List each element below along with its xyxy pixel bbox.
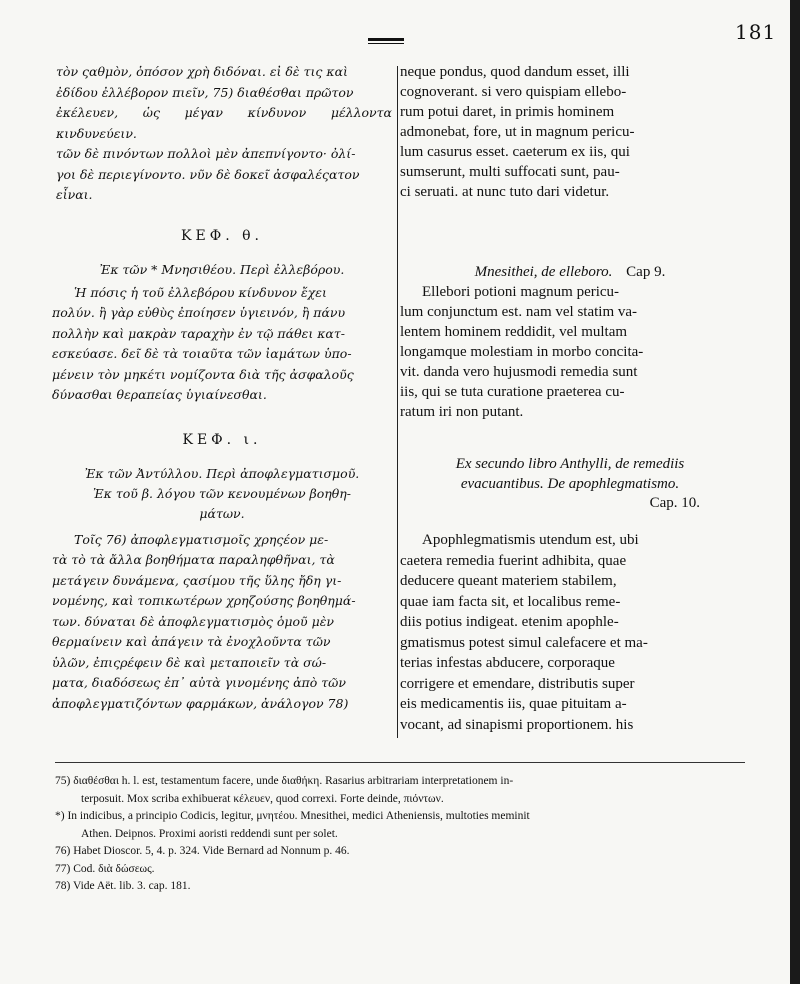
header-ornament-rule-thin xyxy=(368,43,404,44)
text-line: Ellebori potioni magnum pericu- xyxy=(422,284,620,300)
chapter-title-9-latin xyxy=(400,262,740,282)
title-line: Ἐκ τῶν Ἀντύλλου. Περὶ ἀποφλεγματισμοῦ. xyxy=(84,465,360,481)
chapter-number: Cap. 10. xyxy=(649,495,700,511)
header-ornament-rule xyxy=(368,38,404,41)
text-line: Apophlegmatismis utendum est, ubi xyxy=(422,532,639,548)
footnote-line: *) In indicibus, a principio Codicis, legitur, μνητέου. Mnesithei, medici Atheniensis, multoties meminit xyxy=(55,810,530,822)
text-line: τὰ τὸ τὰ ἄλλα βοηθήματα παραληφθῆναι, τὰ xyxy=(52,552,335,567)
text-line: lum casurus esset. caeterum ex iis, qui xyxy=(400,144,630,160)
chapter-heading-10: ΚΕΦ. ι. xyxy=(182,431,262,448)
text-line: ματα, διαδόσεως ἐπ᾽ αὐτὰ γινομένης ἀπὸ τῶν xyxy=(52,675,346,690)
column-divider xyxy=(397,66,398,738)
text-line: eis medicamentis iis, quae pituitam a- xyxy=(400,696,627,712)
greek-column xyxy=(52,62,392,714)
text-line: πολλὴν καὶ μακρὰν ταραχὴν ἐν τῷ πάθει κατ- xyxy=(52,325,345,341)
text-line: vit. danda vero hujusmodi remedia sunt xyxy=(400,364,638,380)
text-line: θερμαίνειν καὶ ἀπάγειν τὰ ἐνοχλοῦντα τῶν xyxy=(52,634,331,649)
text-line: πολύν. ἢ γὰρ εὐθὺς ἐποίησεν ὑγιεινόν, ἢ πάνυ xyxy=(52,305,346,320)
text-line: terias infestas abducere, corporaque xyxy=(400,655,615,671)
footnotes xyxy=(55,773,745,896)
footnote-line: Athen. Deipnos. Proximi aoristi reddendi sunt per solet. xyxy=(81,827,338,840)
chapter-number: Cap 9. xyxy=(626,264,666,280)
footnote-line: 77) Cod. διὰ δώσεως. xyxy=(55,862,155,875)
text-line: cognoverant. si vero quispiam ellebo- xyxy=(400,84,627,100)
text-line: τῶν δὲ πινόντων πολλοὶ μὲν ἀπεπνίγοντο· ὀλί- xyxy=(56,146,356,161)
text-line: εσκεύασε. δεῖ δὲ τὰ τοιαῦτα τῶν ἰαμάτων ὑπο- xyxy=(52,346,352,361)
chapter-title-text: Ex secundo libro Anthylli, de remediis xyxy=(455,456,685,472)
text-line: νομένης, καὶ τοπικωτέρων χρηζούσης βοηθημά- xyxy=(52,593,356,608)
text-line: lum conjunctum est. nam vel statim va- xyxy=(400,304,638,320)
text-line: iis, qui se tuta curatione praeterea cu- xyxy=(400,384,625,400)
title-line: Ἐκ τοῦ β. λόγου τῶν κενουμένων βοηθη- xyxy=(92,485,352,501)
footnote-line: terposuit. Mox scriba exhibuerat κέλευεν, quod correxi. Forte deinde, πιόντων. xyxy=(81,792,444,805)
text-line: vocant, ad sinapismi proportionem. his xyxy=(400,716,634,733)
chapter-title-text: Mnesithei, de elleboro. xyxy=(474,264,613,280)
text-line: quae iam facta sit, et localibus reme- xyxy=(400,593,621,610)
text-line: δύνασθαι θεραπείας ὑγιαίνεσθαι. xyxy=(52,387,267,402)
text-line: ci seruati. at nunc tuto dari videtur. xyxy=(400,184,610,200)
footnote-line: 75) διαθέσθαι h. l. est, testamentum facere, unde διαθήκη. Rasarius arbitrariam interpretationem in- xyxy=(55,775,514,787)
latin-column xyxy=(400,62,740,735)
text-line: ἐδίδου ἐλλέβορον πιεῖν, 75) διαθέσθαι πρῶτον xyxy=(56,84,354,100)
text-line: gmatismus potest simul calefacere et ma- xyxy=(400,634,648,651)
text-line: longamque molestiam in morbo concita- xyxy=(400,344,644,360)
greek-paragraph-1 xyxy=(56,62,392,206)
text-line: corrigere et emendare, distributis super xyxy=(400,675,635,692)
text-line: sumserunt, multi suffocati sunt, pau- xyxy=(400,164,620,180)
text-line: ἀποφλεγματιζόντων φαρμάκων, ἀνάλογον 78) xyxy=(52,695,349,711)
footnote-line: 76) Habet Dioscor. 5, 4. p. 324. Vide Bernard ad Nonnum p. 46. xyxy=(55,845,350,857)
footnote-line: 78) Vide Aët. lib. 3. cap. 181. xyxy=(55,880,191,892)
text-line: γοι δὲ περιεγίνοντο. νῦν δὲ δοκεῖ ἀσφαλέςατον xyxy=(56,166,360,182)
text-line: τὸν ςαθμὸν, ὁπόσον χρὴ διδόναι. εἰ δὲ τις καὶ xyxy=(56,64,348,79)
chapter-heading-9: ΚΕΦ. θ. xyxy=(181,227,263,244)
chapter-title-10 xyxy=(52,464,392,524)
page-number: 181 xyxy=(735,20,777,44)
greek-paragraph-2 xyxy=(52,283,392,406)
text-line: neque pondus, quod dandum esset, illi xyxy=(400,64,630,80)
text-line: μετάγειν δυνάμενα, ςασίμου τῆς ὕλης ἤδη γι- xyxy=(52,572,342,588)
text-line: rum potui daret, in primis hominem xyxy=(400,104,615,120)
text-line: deducere queant materiem stabilem, xyxy=(400,573,617,589)
text-line: ἐκέλευεν, ὡς μέγαν κίνδυνον μέλλοντα κινδυνεύειν. xyxy=(56,105,392,141)
text-line: εἶναι. xyxy=(56,187,93,202)
latin-paragraph-2 xyxy=(400,282,740,422)
text-line: των. δύναται δὲ ἀποφλεγματισμὸς ὁμοῦ μὲν xyxy=(52,613,335,629)
text-line: admonebat, fore, ut in magnum pericu- xyxy=(400,124,635,140)
latin-paragraph-1 xyxy=(400,62,740,202)
text-line: Ἡ πόσις ἡ τοῦ ἐλλεβόρου κίνδυνον ἔχει xyxy=(74,284,327,300)
latin-paragraph-3 xyxy=(400,530,740,735)
text-line: caetera remedia fuerint adhibita, quae xyxy=(400,552,627,569)
footnote-separator xyxy=(55,762,745,763)
text-line: ratum iri non putant. xyxy=(400,404,524,420)
text-line: μένειν τὸν μηκέτι νομίζοντα διὰ τῆς ἀσφαλοῦς xyxy=(52,366,354,382)
greek-paragraph-3 xyxy=(52,530,392,715)
text-line: Τοῖς 76) ἀποφλεγματισμοῖς χρηςέον με- xyxy=(74,531,329,547)
text-line: lentem hominem reddidit, vel multam xyxy=(400,324,628,340)
text-line: diis potius indigeat. etenim apophle- xyxy=(400,614,619,630)
text-line: ὑλῶν, ἐπιςρέφειν δὲ καὶ μεταποιεῖν τὰ σώ- xyxy=(52,654,327,670)
chapter-title-10-latin xyxy=(400,454,740,512)
title-line: μάτων. xyxy=(199,505,245,521)
chapter-title-text: evacuantibus. De apophlegmatismo. xyxy=(460,476,680,492)
chapter-title-9: Ἐκ τῶν * Μνησιθέου. Περὶ ἐλλεβόρου. xyxy=(99,261,345,277)
